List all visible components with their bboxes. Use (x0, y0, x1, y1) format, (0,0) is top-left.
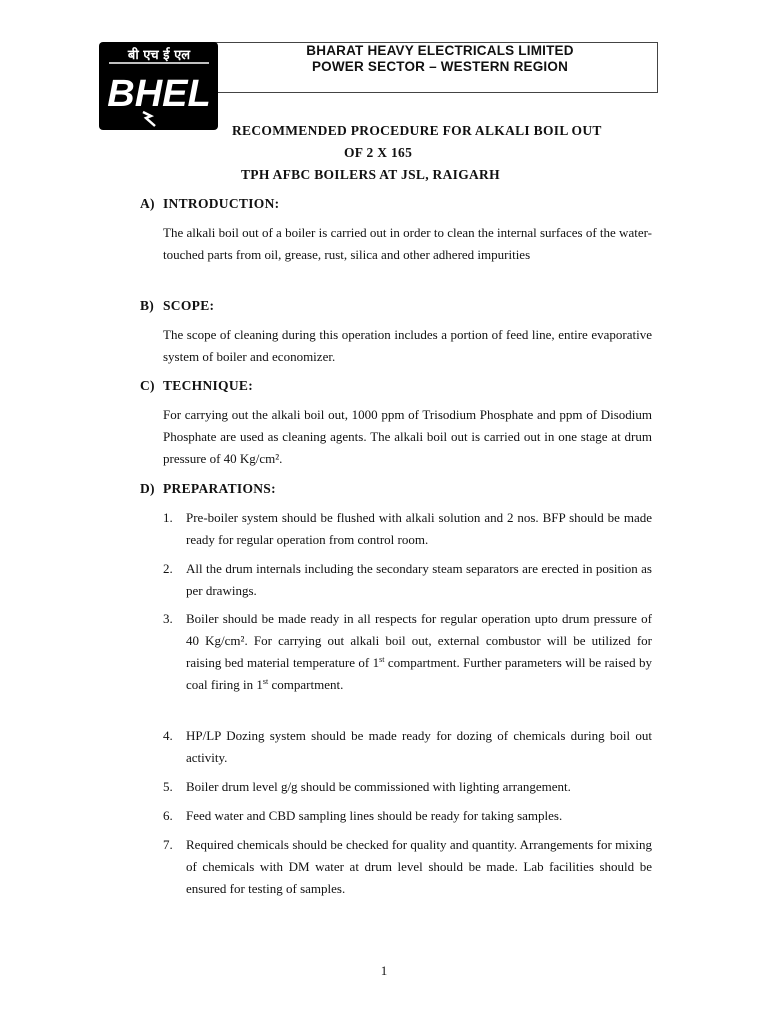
list-item-number: 1. (163, 510, 173, 525)
logo-devanagari-text: बी एच ई एल (127, 48, 191, 63)
list-item-text-part: compartment. Further parameters will be raised by coal firing in 1 (186, 655, 652, 692)
document-title-line3: TPH AFBC BOILERS AT JSL, RAIGARH (241, 167, 500, 182)
section-heading-preparations (140, 481, 276, 497)
bhel-logo (99, 42, 218, 130)
list-item (163, 834, 652, 900)
logo-latin-text: BHEL (107, 73, 211, 115)
list-item-number: 2. (163, 561, 173, 576)
list-item-number: 5. (163, 779, 173, 794)
section-letter: B) (140, 298, 155, 313)
scope-paragraph: The scope of cleaning during this operation includes a portion of feed line, entire evaporative system of boiler and economizer. (163, 327, 652, 364)
list-item-text (186, 608, 652, 696)
list-item (163, 507, 652, 551)
list-item-text: Feed water and CBD sampling lines should be ready for taking samples. (186, 808, 563, 823)
section-title: PREPARATIONS: (163, 481, 276, 496)
company-name: BHARAT HEAVY ELECTRICALS LIMITED (306, 43, 574, 58)
document-title-line1: RECOMMENDED PROCEDURE FOR ALKALI BOIL OUT (232, 123, 602, 138)
list-item-number: 3. (163, 611, 173, 626)
list-item-number: 6. (163, 808, 173, 823)
list-item-text: Required chemicals should be checked for quality and quantity. Arrangements for mixing of chemicals with DM water at drum level should be made. Lab facilities should be ensured for testing of samples. (186, 837, 652, 896)
section-heading-introduction (140, 196, 279, 212)
section-letter: C) (140, 378, 155, 393)
ordinal-suffix: st (379, 655, 385, 664)
list-item-text-part: compartment. (268, 677, 344, 692)
list-item-text-part: Boiler should be made ready in all respects for regular operation upto drum pressure of 40 Kg/cm². For carrying out alkali boil out, external combustor will be utilized for raising bed material temperature of 1 (186, 611, 652, 670)
list-item-number: 4. (163, 728, 173, 743)
bhel-logo-graphic (99, 42, 218, 130)
list-item (163, 608, 652, 696)
list-item-text: HP/LP Dozing system should be made ready for dozing of chemicals during boil out activity. (186, 728, 652, 765)
page-number: 1 (380, 963, 388, 978)
document-title-line2: OF 2 X 165 (344, 145, 413, 160)
section-title: SCOPE: (163, 298, 215, 313)
section-title: INTRODUCTION: (163, 196, 280, 211)
list-item (163, 558, 652, 602)
list-item-number: 7. (163, 837, 173, 852)
list-item-text: Boiler drum level g/g should be commissioned with lighting arrangement. (186, 779, 571, 794)
list-item-text: All the drum internals including the secondary steam separators are erected in position as per drawings. (186, 561, 652, 598)
company-division: POWER SECTOR – WESTERN REGION (311, 59, 569, 74)
section-heading-scope (140, 298, 214, 314)
section-title: TECHNIQUE: (163, 378, 254, 393)
technique-paragraph: For carrying out the alkali boil out, 1000 ppm of Trisodium Phosphate and ppm of Disodium Phosphate are used as cleaning agents. The alkali boil out is carried out in one stage at drum pressure of 40 Kg/cm². (163, 407, 652, 466)
section-letter: A) (140, 196, 155, 211)
introduction-paragraph: The alkali boil out of a boiler is carried out in order to clean the internal surfaces of the water-touched parts from oil, grease, rust, silica and other adhered impurities (163, 225, 652, 262)
section-letter: D) (140, 481, 155, 496)
company-name-block (222, 43, 658, 75)
list-item (163, 805, 652, 827)
list-item (163, 776, 652, 798)
ordinal-suffix: st (262, 677, 269, 686)
section-heading-technique (140, 378, 253, 394)
list-item-text: Pre-boiler system should be flushed with alkali solution and 2 nos. BFP should be made ready for regular operation from control room. (186, 510, 652, 547)
list-item (163, 725, 652, 769)
